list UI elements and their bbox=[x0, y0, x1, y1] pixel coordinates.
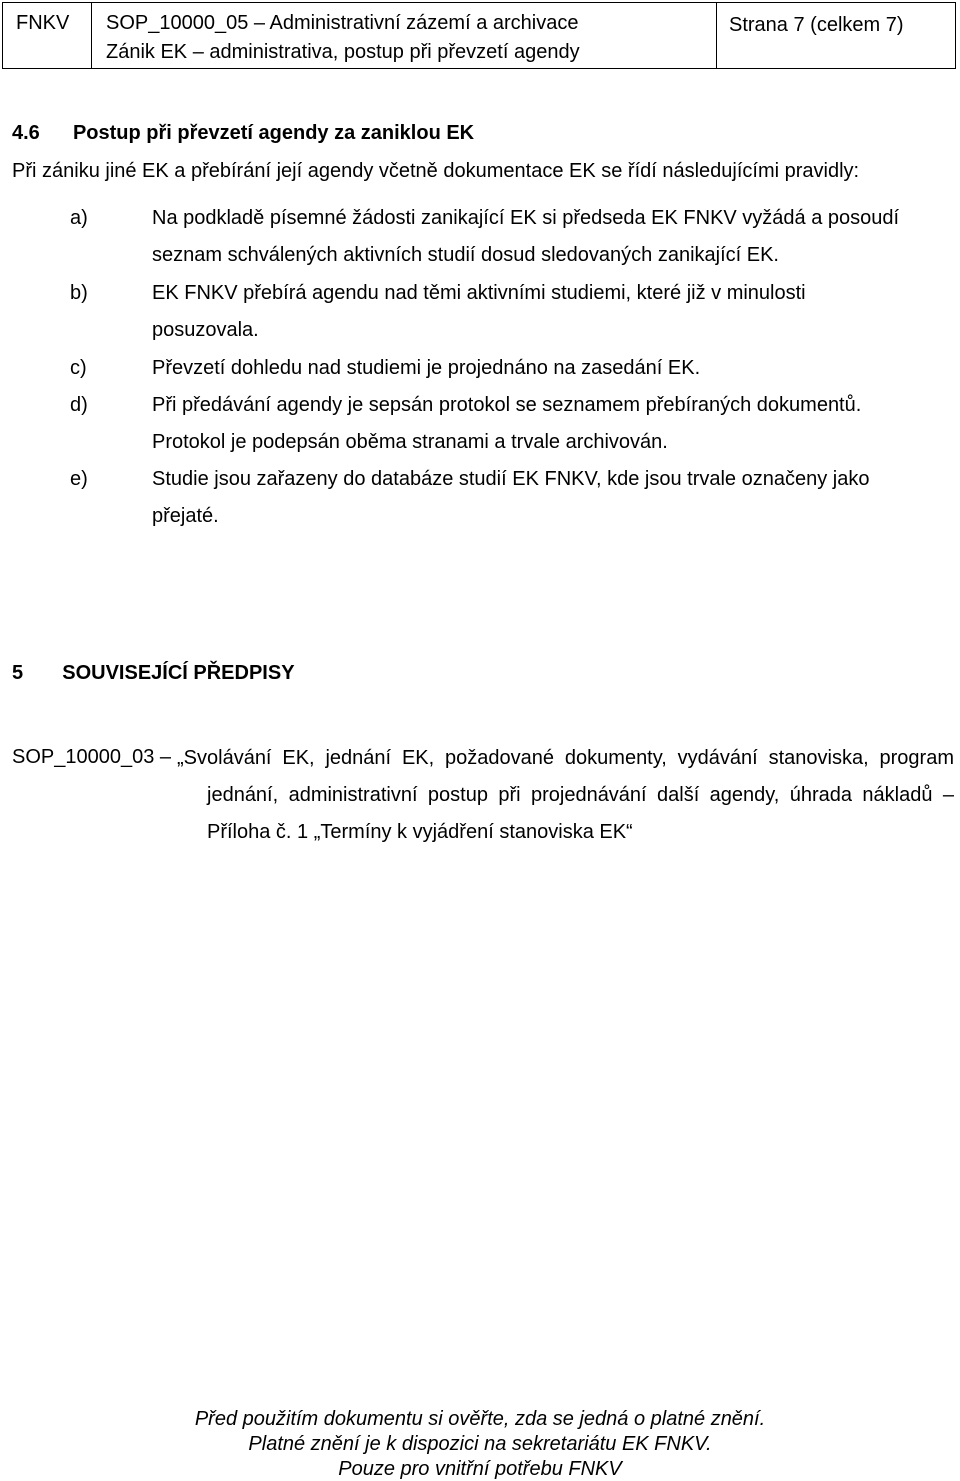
section-5-title: SOUVISEJÍCÍ PŘEDPISY bbox=[62, 662, 295, 684]
list-item-marker-e: e) bbox=[70, 468, 88, 490]
list-item-d-line-1: Při předávání agendy je sepsán protokol se seznamem přebíraných dokumentů. bbox=[152, 394, 862, 416]
list-item-c-line-1: Převzetí dohledu nad studiemi je projednáno na zasedání EK. bbox=[152, 357, 701, 379]
list-item-b-line-2: posuzovala. bbox=[152, 319, 259, 341]
list-item-e-line-1: Studie jsou zařazeny do databáze studií EK FNKV, kde jsou trvale označeny jako bbox=[152, 468, 870, 490]
header-doc-title: SOP_10000_05 – Administrativní zázemí a archivace bbox=[106, 12, 579, 34]
list-item-a-line-2: seznam schválených aktivních studií dosud sledovaných zanikající EK. bbox=[152, 244, 779, 266]
document-header bbox=[2, 2, 956, 69]
header-doc-subtitle: Zánik EK – administrativa, postup při převzetí agendy bbox=[106, 41, 580, 63]
reference-text: „Svolávání EK, jednání EK, požadované dokumenty, vydávání stanoviska, program jednání, administrativní postup při projednávání další agendy, úhrada nákladů – Příloha č. 1 „Termíny k vyjádření stanoviska EK“ bbox=[177, 747, 954, 843]
header-org-cell bbox=[3, 3, 92, 68]
section-4-6-title: Postup při převzetí agendy za zaniklou EK bbox=[72, 122, 475, 144]
list-item-b-line-1: EK FNKV přebírá agendu nad těmi aktivními studiemi, které již v minulosti bbox=[152, 282, 806, 304]
section-5-number: 5 bbox=[12, 662, 24, 684]
section-4-6-number: 4.6 bbox=[12, 122, 40, 144]
list-item-marker-a: a) bbox=[70, 207, 88, 229]
footer-line-3: Pouze pro vnitřní potřebu FNKV bbox=[338, 1458, 622, 1480]
list-item-marker-b: b) bbox=[70, 282, 88, 304]
section-5-heading bbox=[12, 661, 295, 685]
reference-label: SOP_10000_03 – bbox=[12, 746, 172, 768]
list-item-marker-c: c) bbox=[70, 357, 87, 379]
header-title-cell bbox=[92, 3, 717, 68]
header-page-cell bbox=[717, 3, 955, 68]
section-4-6-heading bbox=[12, 121, 474, 145]
footer-line-2: Platné znění je k dispozici na sekretariátu EK FNKV. bbox=[248, 1433, 712, 1455]
list-item-marker-d: d) bbox=[70, 394, 88, 416]
list-item-e-line-2: přejaté. bbox=[152, 505, 219, 527]
section-4-6-intro: Při zániku jiné EK a přebírání její agendy včetně dokumentace EK se řídí následujícími pravidly: bbox=[12, 160, 860, 182]
header-page-number: Strana 7 (celkem 7) bbox=[729, 14, 904, 36]
header-org: FNKV bbox=[16, 12, 70, 34]
list-item-d-line-2: Protokol je podepsán oběma stranami a trvale archivován. bbox=[152, 431, 668, 453]
footer-line-1: Před použitím dokumentu si ověřte, zda se jedná o platné znění. bbox=[194, 1408, 766, 1430]
list-item-a-line-1: Na podkladě písemné žádosti zanikající EK si předseda EK FNKV vyžádá a posoudí bbox=[152, 207, 900, 229]
